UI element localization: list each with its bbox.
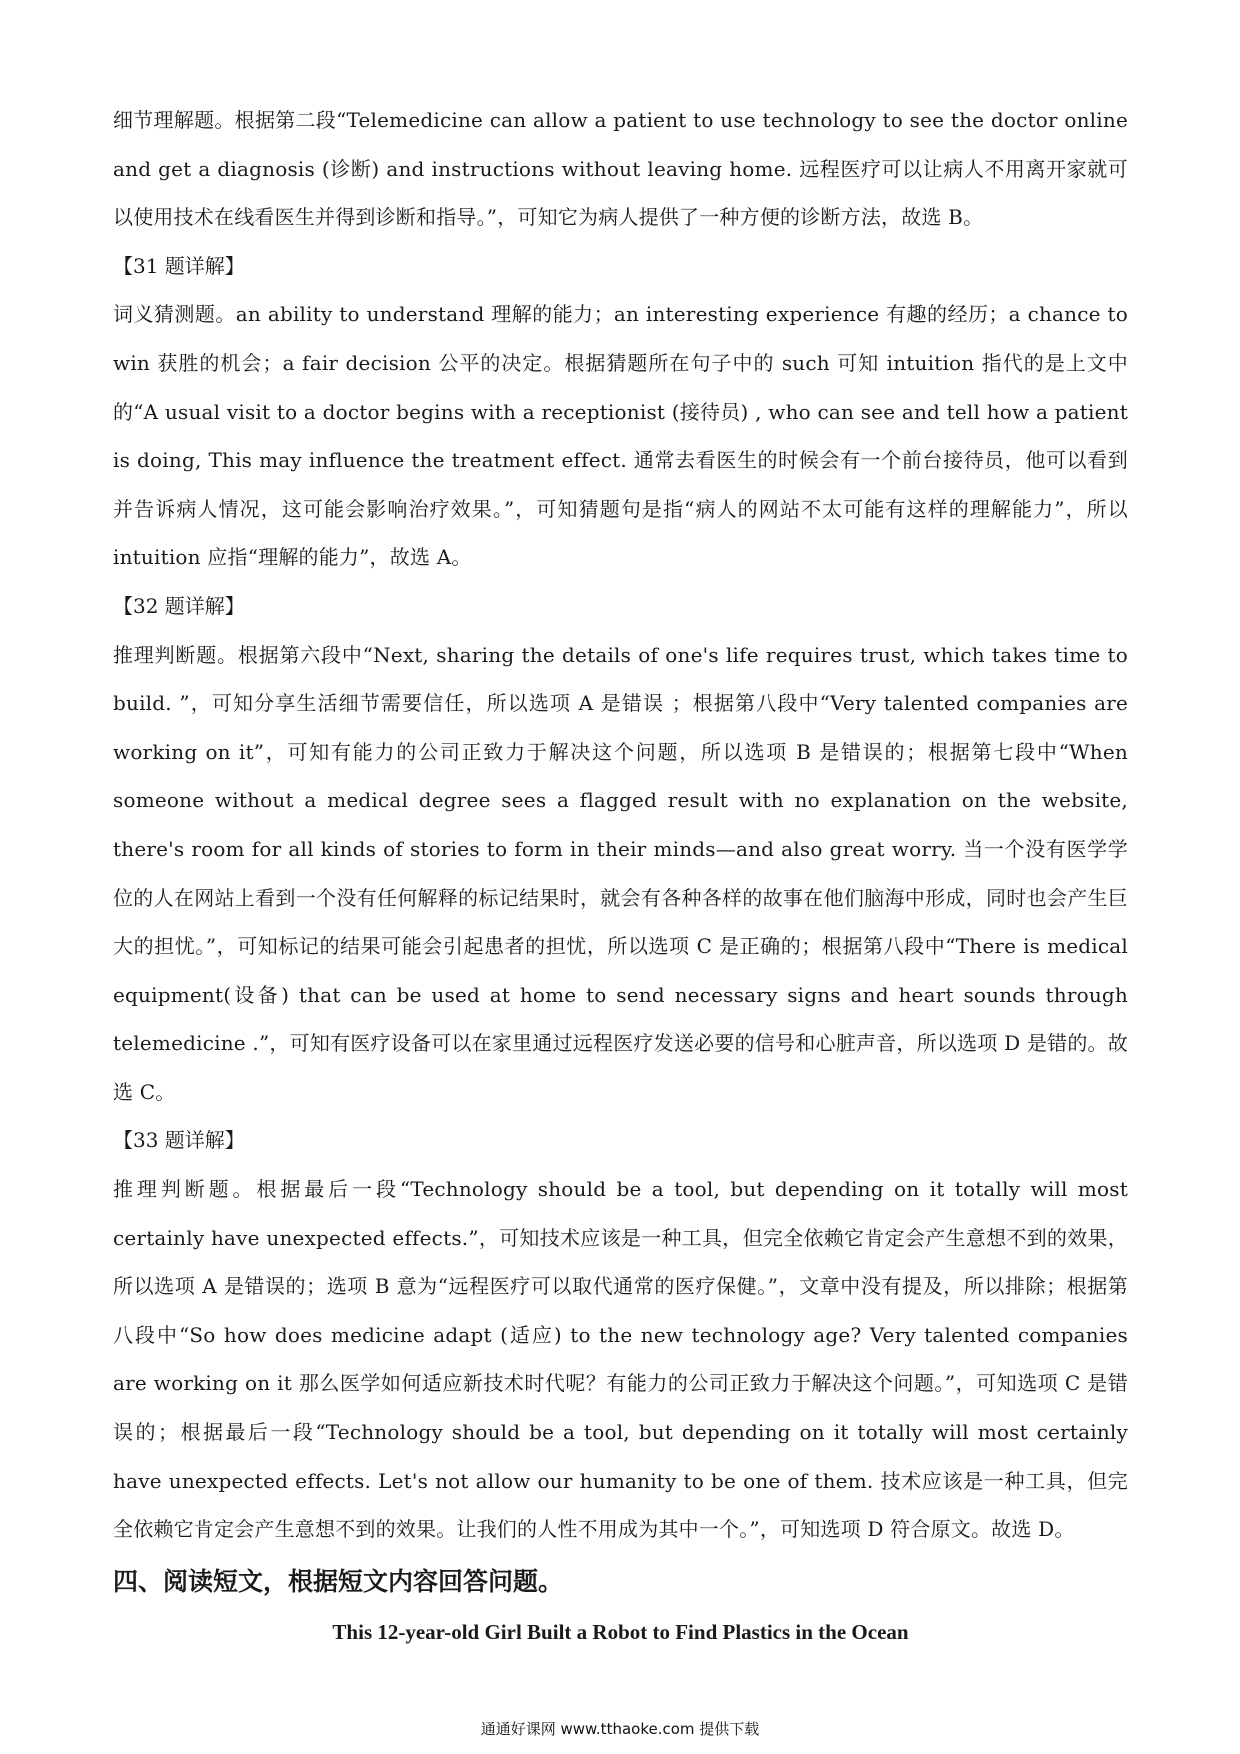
question-31-heading: 【31 题详解】 [113, 253, 245, 278]
document-page [113, 96, 1128, 1654]
answer-30-explanation: 细节理解题。根据第二段“Telemedicine can allow a patient to use technology to see the doctor online and get a diagnosis (诊断) and instructions without leaving home. 远程医疗可以让病人不用离开家就可以使用技术在线看医生并得到诊断和指导。”，可知它为病人提供了一种方便的诊断方法，故选 B。 [113, 108, 1128, 230]
answer-32-explanation: 推理判断题。根据第六段中“Next, sharing the details of one's life requires trust, which takes time to build. ”，可知分享生活细节需要信任，所以选项 A 是错误 ；根据第八段中“Very talented companies are working on it”，可知有能力的公司正致力于解决这个问题，所以选项 B 是错误的；根据第七段中“When someone without a medical degree sees a flagged result with no explanation on the website, there's room for all kinds of stories to form in their minds—and also great worry. 当一个没有医学学位的人在网站上看到一个没有任何解释的标记结果时，就会有各种各样的故事在他们脑海中形成，同时也会产生巨大的担忧。”，可知标记的结果可能会引起患者的担忧，所以选项 C 是正确的；根据第八段中“There is medical equipment(设备) that can be used at home to send necessary signs and heart sounds through telemedicine .”，可知有医疗设备可以在家里通过远程医疗发送必要的信号和心脏声音，所以选项 D 是错的。故选 C。 [113, 642, 1128, 1104]
section-four-title: 四、阅读短文，根据短文内容回答问题。 [113, 1566, 564, 1596]
article-title: This 12-year-old Girl Built a Robot to Find Plastics in the Ocean [332, 1619, 909, 1644]
question-33-heading: 【33 题详解】 [113, 1128, 245, 1153]
question-32-heading: 【32 题详解】 [113, 593, 245, 618]
page-footer: 通通好课网 www.tthaoke.com 提供下载 [480, 1720, 760, 1738]
answer-33-explanation: 推理判断题。根据最后一段“Technology should be a tool, but depending on it totally will most certainly have unexpected effects.”，可知技术应该是一种工具，但完全依赖它肯定会产生意想不到的效果，所以选项 A 是错误的；选项 B 意为“远程医疗可以取代通常的医疗保健。”，文章中没有提及，所以排除；根据第八段中“So how does medicine adapt (适应) to the new technology age? Very talented companies are working on it 那么医学如何适应新技术时代呢？有能力的公司正致力于解决这个问题。”，可知选项 C 是错误的；根据最后一段“Technology should be a tool, but depending on it totally will most certainly have unexpected effects. Let's not allow our humanity to be one of them. 技术应该是一种工具，但完全依赖它肯定会产生意想不到的效果。让我们的人性不用成为其中一个。”，可知选项 D 符合原文。故选 D。 [113, 1177, 1128, 1542]
answer-31-explanation: 词义猜测题。an ability to understand 理解的能力；an interesting experience 有趣的经历；a chance to win 获胜的机会；a fair decision 公平的决定。根据猜题所在句子中的 such 可知 intuition 指代的是上文中的“A usual visit to a doctor begins with a receptionist (接待员) , who can see and tell how a patient is doing, This may influence the treatment effect. 通常去看医生的时候会有一个前台接待员，他可以看到并告诉病人情况，这可能会影响治疗效果。”，可知猜题句是指“病人的网站不太可能有这样的理解能力”，所以 intuition 应指“理解的能力”，故选 A。 [113, 302, 1128, 570]
